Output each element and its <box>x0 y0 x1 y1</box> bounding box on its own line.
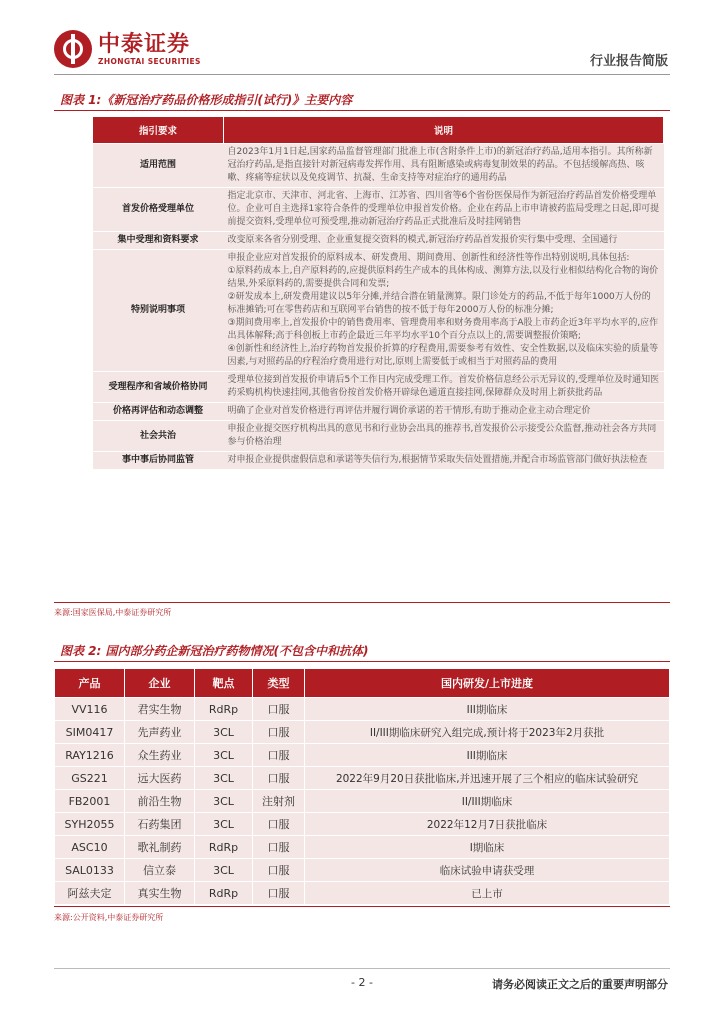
figure1-desc-line: 对申报企业提供虚假信息和承诺等失信行为,根据情节采取失信处置措施,并配合市场监管部门做好执法检查 <box>227 455 648 465</box>
company-cell: 先声药业 <box>125 721 195 744</box>
type-cell: 口服 <box>253 698 305 721</box>
figure1-desc-line: 申报企业提交医疗机构出具的意见书和行业协会出具的推荐书,首发报价公示接受公众监督,推动社会各方共同参与价格治理 <box>227 424 657 447</box>
figure2-col-header: 类型 <box>253 669 305 698</box>
product-cell: 阿兹夫定 <box>55 882 125 905</box>
figure1-source: 来源:国家医保局,中泰证券研究所 <box>54 608 172 617</box>
progress-cell: II/III期临床研究入组完成,预计将于2023年2月获批 <box>305 721 670 744</box>
figure2-row <box>55 721 670 744</box>
target-cell: RdRp <box>195 698 253 721</box>
progress-cell: 2022年12月7日获批临床 <box>305 813 670 836</box>
progress-cell: III期临床 <box>305 698 670 721</box>
figure1-row-desc <box>224 421 664 452</box>
figure1-row-desc <box>224 144 664 188</box>
figure2-col-header: 产品 <box>55 669 125 698</box>
product-cell: SIM0417 <box>55 721 125 744</box>
header-divider <box>54 74 670 75</box>
product-cell: SYH2055 <box>55 813 125 836</box>
figure1-desc-line: 指定北京市、天津市、河北省、上海市、江苏省、四川省等6个省份医保局作为新冠治疗药品首发价格受理单位。企业可自主选择1家符合条件的受理单位申报首发价格。企业在药品上市申请被药监局受理之日起,即可提前提交资料,受理单位可预受理,推动新冠治疗药品正式批准后及时挂网销售 <box>227 191 660 227</box>
type-cell: 口服 <box>253 813 305 836</box>
target-cell: 3CL <box>195 813 253 836</box>
type-cell: 口服 <box>253 744 305 767</box>
target-cell: 3CL <box>195 721 253 744</box>
figure1-desc-line: ②研发成本上,研发费用建议以5年分摊,并结合潜在销量测算。限门诊处方的药品,不低于每年1000万人份的标准摊销;可在零售药店和互联网平台销售的按不低于每年2000万人份的标准分摊; <box>227 292 651 315</box>
figure1-row-desc <box>224 372 664 403</box>
product-cell: ASC10 <box>55 836 125 859</box>
figure1-source-divider <box>54 602 670 603</box>
company-cell: 远大医药 <box>125 767 195 790</box>
company-cell: 君实生物 <box>125 698 195 721</box>
company-logo <box>54 30 201 68</box>
figure1-row-desc <box>224 250 664 372</box>
figure2-source-divider <box>54 906 670 907</box>
product-cell: FB2001 <box>55 790 125 813</box>
figure2-row <box>55 744 670 767</box>
figure2-col-header: 企业 <box>125 669 195 698</box>
figure2-row <box>55 859 670 882</box>
company-cell: 石药集团 <box>125 813 195 836</box>
figure2-row <box>55 813 670 836</box>
figure1-row-key: 社会共治 <box>93 421 224 452</box>
figure1-row <box>93 403 664 421</box>
target-cell: 3CL <box>195 767 253 790</box>
type-cell: 口服 <box>253 721 305 744</box>
figure1-row <box>93 372 664 403</box>
figure2-row <box>55 767 670 790</box>
figure1-col-header: 指引要求 <box>93 117 224 144</box>
logo-name-en: ZHONGTAI SECURITIES <box>98 56 201 66</box>
figure1-row <box>93 250 664 372</box>
product-cell: GS221 <box>55 767 125 790</box>
figure2-row <box>55 698 670 721</box>
page-header <box>0 0 724 80</box>
figure1-row-desc <box>224 452 664 470</box>
type-cell: 口服 <box>253 882 305 905</box>
report-type: 行业报告简版 <box>589 54 668 69</box>
figure1-row-key: 集中受理和资料要求 <box>93 232 224 250</box>
figure1-desc-line: 自2023年1月1日起,国家药品监督管理部门批准上市(含附条件上市)的新冠治疗药品,适用本指引。其所称新冠治疗药品,是指直接针对新冠病毒发挥作用、具有阻断感染或病毒复制效果的药品。不包括缓解高热、咳嗽、疼痛等症状以及免疫调节、抗凝、生命支持等对症治疗的通用药品 <box>227 147 653 183</box>
figure1-row <box>93 421 664 452</box>
figure1-row-key: 价格再评估和动态调整 <box>93 403 224 421</box>
figure1-row-key: 特别说明事项 <box>93 250 224 372</box>
type-cell: 注射剂 <box>253 790 305 813</box>
figure1-row <box>93 144 664 188</box>
figure1-col-header: 说明 <box>224 117 664 144</box>
figure2-row <box>55 836 670 859</box>
figure2-title: 图表 2: 国内部分药企新冠治疗药物情况(不包含中和抗体) <box>54 643 670 662</box>
type-cell: 口服 <box>253 836 305 859</box>
figure1-title: 图表 1:《新冠治疗药品价格形成指引(试行)》主要内容 <box>54 92 670 111</box>
figure1-row-key: 事中事后协同监管 <box>93 452 224 470</box>
company-cell: 众生药业 <box>125 744 195 767</box>
figure2-col-header: 国内研发/上市进度 <box>305 669 670 698</box>
type-cell: 口服 <box>253 767 305 790</box>
product-cell: RAY1216 <box>55 744 125 767</box>
figure1-desc-line: 改变原来各省分别受理、企业重复提交资料的模式,新冠治疗药品首发报价实行集中受理、全国通行 <box>227 235 618 245</box>
product-cell: SAL0133 <box>55 859 125 882</box>
target-cell: RdRp <box>195 836 253 859</box>
company-cell: 前沿生物 <box>125 790 195 813</box>
figure1-row <box>93 452 664 470</box>
target-cell: 3CL <box>195 790 253 813</box>
figure1-desc-line: 受理单位接到首发报价申请后5个工作日内完成受理工作。首发价格信息经公示无异议的,受理单位及时通知医药采购机构快速挂网,其他省份按首发价格开辟绿色通道直接挂网,保障群众及时用上新获批药品 <box>227 375 660 398</box>
figure1-desc-line: ①原料药成本上,自产原料药的,应提供原料药生产成本的具体构成、测算方法,以及行业相似结构化合物的询价结果,外采原料药的,需要提供合同和发票; <box>227 266 659 289</box>
figure2-source: 来源:公开资料,中泰证券研究所 <box>54 913 164 922</box>
target-cell: RdRp <box>195 882 253 905</box>
figure1-desc-line: ③期间费用率上,首发报价中的销售费用率、管理费用率和财务费用率高于A股上市药企近3年平均水平的,应作出具体解释;高于科创板上市药企最近三年平均水平10个百分点以上的,需要调整报价策略; <box>227 318 659 341</box>
figure1-row <box>93 188 664 232</box>
figure1-row-desc <box>224 188 664 232</box>
figure1-desc-line: ④创新性和经济性上,治疗药物首发报价折算的疗程费用,需要参考有效性、安全性数据,以及临床实验的质量等因素,与对照药品的疗程治疗费用进行对比,原则上需要低于或相当于对照药品的费用 <box>227 344 659 367</box>
company-cell: 歌礼制药 <box>125 836 195 859</box>
figure2-row <box>55 790 670 813</box>
figure1-row-desc <box>224 403 664 421</box>
progress-cell: III期临床 <box>305 744 670 767</box>
figure1-desc-line: 明确了企业对首发价格进行再评估并履行调价承诺的若干情形,有助于推动企业主动合理定价 <box>227 406 591 416</box>
figure2-col-header: 靶点 <box>195 669 253 698</box>
progress-cell: 临床试验申请获受理 <box>305 859 670 882</box>
logo-icon <box>54 30 92 68</box>
figure1-row-desc <box>224 232 664 250</box>
company-cell: 信立泰 <box>125 859 195 882</box>
figure1-row <box>93 232 664 250</box>
company-cell: 真实生物 <box>125 882 195 905</box>
type-cell: 口服 <box>253 859 305 882</box>
page-number: - 2 - <box>351 976 373 989</box>
figure2-row <box>55 882 670 905</box>
progress-cell: 已上市 <box>305 882 670 905</box>
footer-divider <box>54 968 670 969</box>
figure1-table <box>92 116 664 470</box>
progress-cell: I期临床 <box>305 836 670 859</box>
target-cell: 3CL <box>195 744 253 767</box>
figure1-row-key: 首发价格受理单位 <box>93 188 224 232</box>
target-cell: 3CL <box>195 859 253 882</box>
figure1-row-key: 适用范围 <box>93 144 224 188</box>
product-cell: VV116 <box>55 698 125 721</box>
logo-name-cn: 中泰证券 <box>98 31 191 57</box>
figure1-row-key: 受理程序和省域价格协同 <box>93 372 224 403</box>
figure1-desc-line: 申报企业应对首发报价的原料成本、研发费用、期间费用、创新性和经济性等作出特别说明,具体包括: <box>227 253 630 263</box>
disclaimer-note: 请务必阅读正文之后的重要声明部分 <box>492 978 668 991</box>
progress-cell: II/III期临床 <box>305 790 670 813</box>
figure2-table <box>54 668 670 905</box>
progress-cell: 2022年9月20日获批临床,并迅速开展了三个相应的临床试验研究 <box>305 767 670 790</box>
